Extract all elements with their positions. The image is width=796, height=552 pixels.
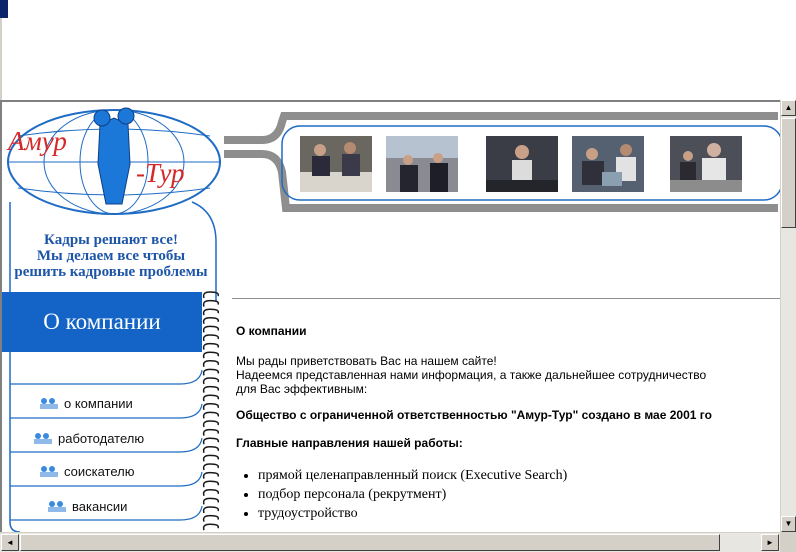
spiral-binding (200, 288, 222, 532)
spiral-ring (204, 507, 219, 513)
office-photo (300, 136, 372, 192)
nav-item-label: вакансии (72, 499, 128, 514)
intro-text: Надеемся представленная нами информация, а также дальнейшее сотрудничество (236, 368, 707, 382)
tagline (6, 232, 216, 280)
people-icon (46, 500, 68, 512)
spiral-ring (204, 309, 219, 315)
spiral-ring (204, 455, 219, 461)
spiral-ring (204, 318, 219, 324)
spiral-ring (204, 301, 219, 307)
nav-item-vacancies[interactable] (32, 495, 216, 519)
section-banner: О компании (2, 292, 202, 352)
scroll-right-button[interactable]: ► (761, 534, 779, 551)
spiral-ring (204, 524, 219, 530)
spiral-ring (204, 387, 219, 393)
logo-left-word: Амур (8, 126, 67, 156)
tagline-line: Кадры решают все! (44, 232, 178, 248)
spiral-ring (204, 421, 219, 427)
directions-list (236, 466, 780, 523)
window-corner (0, 0, 8, 18)
vertical-scroll-thumb[interactable] (781, 118, 796, 228)
tagline-line: Мы делаем все чтобы (36, 248, 186, 264)
spiral-ring (204, 430, 219, 436)
spiral-ring (204, 378, 219, 384)
spiral-ring (204, 352, 219, 358)
content-heading: О компании (236, 324, 307, 338)
spiral-ring (204, 516, 219, 522)
spiral-ring (204, 498, 219, 504)
spiral-ring (204, 395, 219, 401)
photo-strip (284, 130, 780, 198)
office-photo (486, 136, 558, 192)
office-photo (670, 136, 742, 192)
people-icon (38, 397, 60, 409)
spiral-ring (204, 464, 219, 470)
horizontal-scrollbar[interactable] (0, 532, 780, 552)
greeting-text: Мы рады приветствовать Вас на нашем сайте! (236, 354, 497, 368)
page-viewport (0, 100, 780, 532)
window-edge (0, 18, 2, 100)
people-icon (32, 432, 54, 444)
list-item: • прямой целенаправленный поиск (Executive Search) (258, 466, 780, 485)
founded-text: Общество с ограниченной ответственностью "Амур-Тур" создано в мае 2001 го (236, 408, 712, 422)
intro-text: для Вас эффективным: (236, 382, 368, 396)
spiral-ring (204, 344, 219, 350)
people-icon (38, 465, 60, 477)
resize-grip[interactable] (780, 532, 796, 552)
browser-top-area (0, 0, 796, 100)
spiral-ring (204, 412, 219, 418)
nav-item-label: о компании (64, 396, 133, 411)
content-divider (232, 298, 780, 299)
nav-item-employer[interactable] (32, 427, 202, 451)
spiral-ring (204, 326, 219, 332)
logo-right-word: -Тур (136, 158, 185, 188)
list-item: • подбор персонала (рекрутмент) (258, 485, 780, 504)
list-item: • трудоустройство (258, 504, 780, 523)
spiral-ring (204, 438, 219, 444)
scroll-down-button[interactable]: ▼ (781, 516, 796, 532)
nav-item-about[interactable] (32, 392, 208, 416)
tagline-line: решить кадровые проблемы (14, 264, 208, 280)
spiral-ring (204, 490, 219, 496)
nav-item-applicant[interactable] (32, 460, 208, 484)
spiral-ring (204, 473, 219, 479)
nav-item-label: соискателю (64, 464, 135, 479)
directions-title: Главные направления нашей работы: (236, 436, 463, 450)
scroll-up-button[interactable]: ▲ (781, 100, 796, 116)
spiral-ring (204, 335, 219, 341)
company-logo (4, 104, 224, 222)
horizontal-scroll-thumb[interactable] (20, 534, 720, 551)
scroll-left-button[interactable]: ◄ (1, 534, 19, 551)
vertical-scrollbar[interactable] (780, 100, 796, 532)
spiral-ring (204, 481, 219, 487)
office-photo (572, 136, 644, 192)
main-content (236, 324, 780, 523)
spiral-ring (204, 369, 219, 375)
spiral-ring (204, 292, 219, 298)
spiral-ring (204, 447, 219, 453)
nav-item-label: работодателю (58, 431, 145, 446)
spiral-ring (204, 404, 219, 410)
spiral-ring (204, 361, 219, 367)
office-photo (386, 136, 458, 192)
